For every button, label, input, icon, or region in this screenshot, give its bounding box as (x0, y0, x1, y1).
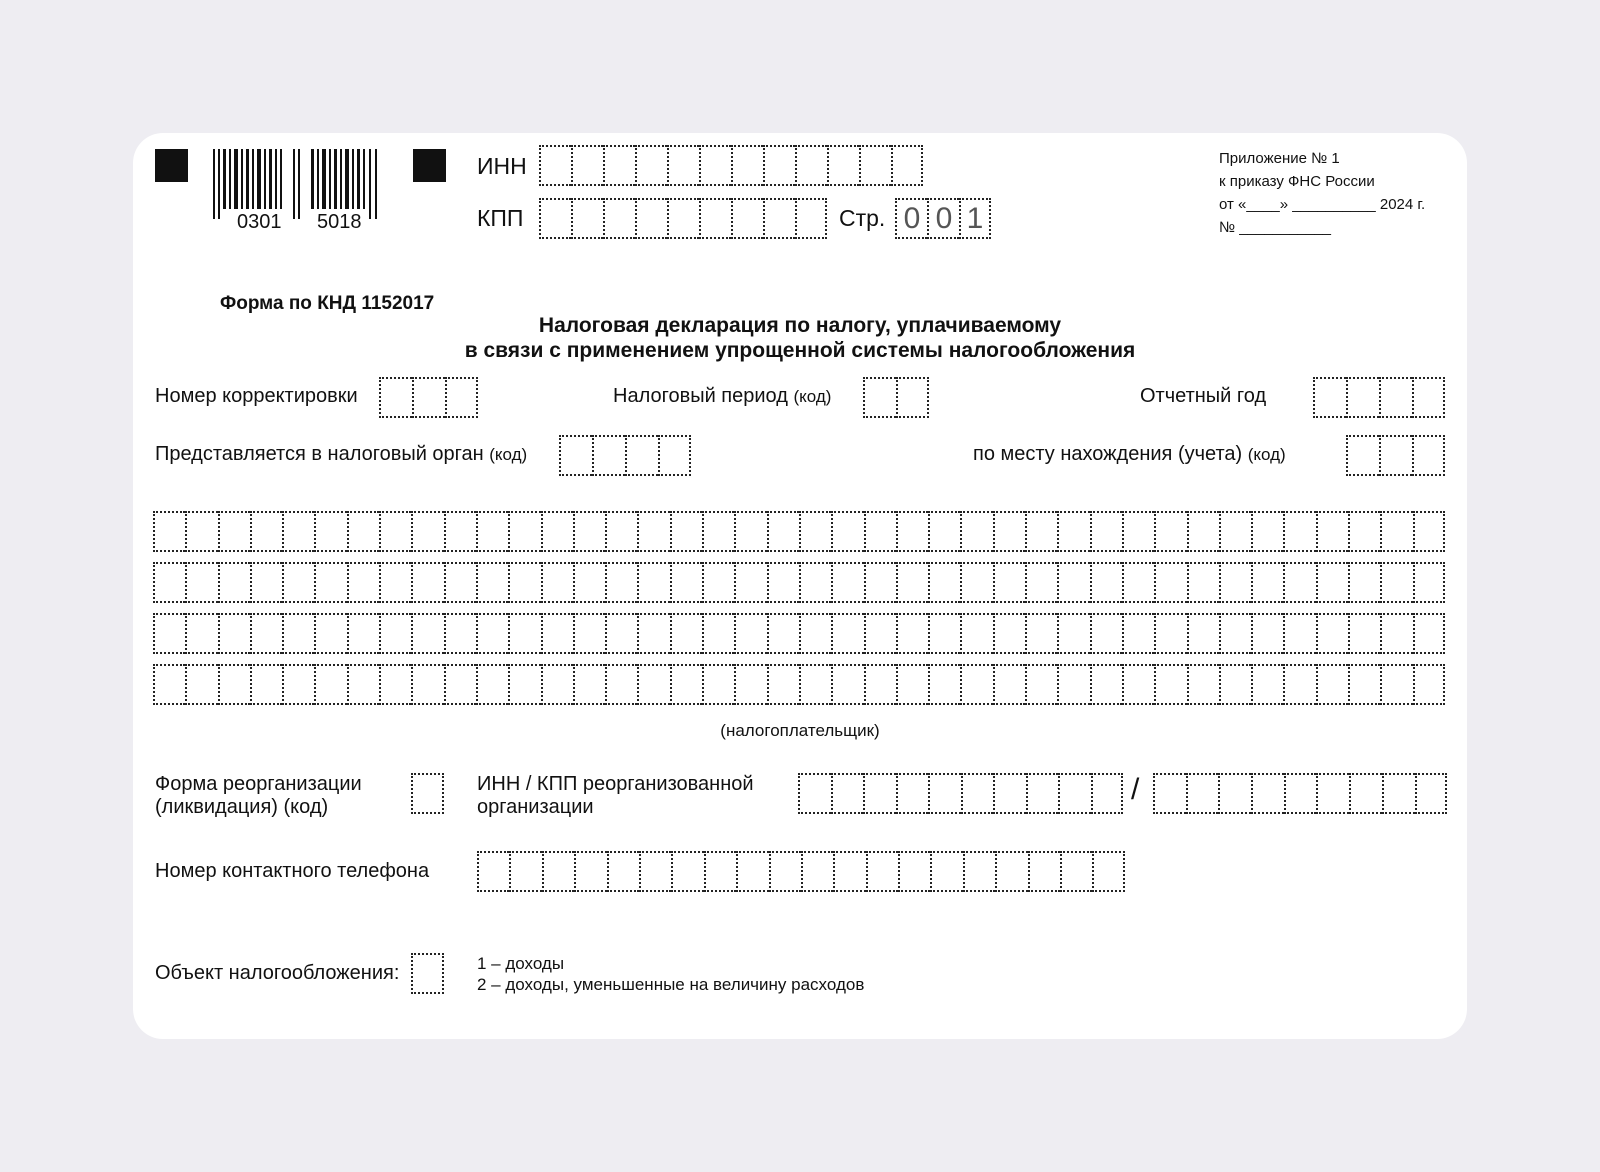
taxpayer-grid-cell[interactable] (1348, 511, 1380, 552)
taxpayer-grid-cell[interactable] (411, 664, 443, 705)
title-line-1: Налоговая декларация по налогу, уплачиваемому (538, 314, 1062, 337)
taxpayer-grid-cell[interactable] (928, 562, 960, 603)
taxpayer-grid-cell[interactable] (347, 613, 379, 654)
taxpayer-grid-cell[interactable] (605, 664, 637, 705)
taxpayer-grid-cell[interactable] (347, 511, 379, 552)
object-options (477, 953, 864, 995)
taxpayer-grid-cell[interactable] (379, 511, 411, 552)
taxpayer-grid-cell[interactable] (993, 511, 1025, 552)
taxpayer-grid-cell[interactable] (1316, 664, 1348, 705)
taxpayer-grid-cell[interactable] (896, 511, 928, 552)
taxpayer-grid-cell[interactable] (250, 613, 282, 654)
taxpayer-grid-cell[interactable] (928, 664, 960, 705)
taxpayer-grid-cell[interactable] (734, 562, 766, 603)
taxpayer-grid-cell[interactable] (670, 664, 702, 705)
appendix-block (1219, 147, 1425, 239)
taxpayer-grid-cell[interactable] (1348, 613, 1380, 654)
location-label-text: по месту нахождения (учета) (973, 443, 1243, 465)
taxpayer-grid-cell[interactable] (831, 664, 863, 705)
taxpayer-grid-cell[interactable] (1251, 562, 1283, 603)
taxpayer-grid-cell[interactable] (1090, 511, 1122, 552)
taxpayer-grid-cell[interactable] (218, 562, 250, 603)
inn-boxes[interactable] (539, 145, 923, 186)
taxpayer-grid-cell[interactable] (831, 511, 863, 552)
taxpayer-grid-row[interactable] (153, 613, 1445, 654)
knd-code: Форма по КНД 1152017 (220, 293, 435, 314)
taxpayer-grid-cell[interactable] (767, 664, 799, 705)
taxpayer-grid-cell[interactable] (444, 664, 476, 705)
period-boxes[interactable] (863, 377, 929, 418)
inn-label: ИНН (477, 153, 527, 179)
taxpayer-grid-cell[interactable] (1219, 664, 1251, 705)
taxpayer-grid-cell[interactable] (864, 664, 896, 705)
barcode-right-number: 5018 (317, 211, 362, 233)
year-label: Отчетный год (1140, 385, 1267, 407)
taxpayer-grid-cell[interactable] (314, 664, 346, 705)
taxpayer-grid-cell[interactable] (379, 613, 411, 654)
page-label: Стр. (839, 205, 886, 231)
taxpayer-grid-cell[interactable] (702, 511, 734, 552)
taxpayer-grid-cell[interactable] (864, 562, 896, 603)
taxpayer-grid-cell[interactable] (1057, 562, 1089, 603)
taxpayer-grid-cell[interactable] (1283, 613, 1315, 654)
taxpayer-grid-cell[interactable] (476, 664, 508, 705)
reorg-label-line-1: Форма реорганизации (155, 773, 362, 795)
taxpayer-grid-cell[interactable] (993, 562, 1025, 603)
taxpayer-grid-cell[interactable] (702, 562, 734, 603)
location-code-hint: (код) (1247, 445, 1286, 464)
taxpayer-grid-cell[interactable] (637, 664, 669, 705)
object-label: Объект налогообложения: (155, 962, 400, 984)
taxpayer-grid-cell[interactable] (767, 613, 799, 654)
taxpayer-grid-cell[interactable] (508, 613, 540, 654)
taxpayer-grid-cell[interactable] (1057, 511, 1089, 552)
taxpayer-grid-cell[interactable] (411, 562, 443, 603)
taxpayer-grid-cell[interactable] (928, 511, 960, 552)
reorg-label (155, 773, 362, 819)
taxpayer-grid-cell[interactable] (734, 613, 766, 654)
object-code-box[interactable] (411, 953, 444, 994)
taxpayer-grid-cell[interactable] (864, 613, 896, 654)
taxpayer-grid-cell[interactable] (799, 664, 831, 705)
taxpayer-grid-cell[interactable] (1187, 664, 1219, 705)
location-label (973, 443, 1286, 466)
taxpayer-grid-cell[interactable] (734, 664, 766, 705)
taxpayer-grid-cell[interactable] (1283, 511, 1315, 552)
taxpayer-grid-cell[interactable] (1122, 562, 1154, 603)
taxpayer-grid-cell[interactable] (1025, 511, 1057, 552)
taxpayer-grid-cell[interactable] (799, 613, 831, 654)
authority-code-hint: (код) (489, 445, 528, 464)
taxpayer-grid-cell[interactable] (1380, 613, 1412, 654)
reorg-inn-label (477, 773, 754, 819)
taxpayer-grid-cell[interactable] (605, 613, 637, 654)
taxpayer-grid-cell[interactable] (1380, 511, 1412, 552)
taxpayer-grid-cell[interactable] (1316, 511, 1348, 552)
reorg-code-box[interactable] (411, 773, 444, 814)
taxpayer-grid-cell[interactable] (1090, 664, 1122, 705)
taxpayer-grid-cell[interactable] (218, 664, 250, 705)
taxpayer-grid-cell[interactable] (153, 562, 185, 603)
taxpayer-grid-cell[interactable] (379, 664, 411, 705)
reorg-kpp-boxes[interactable] (1153, 773, 1447, 814)
taxpayer-grid-cell[interactable] (896, 613, 928, 654)
location-boxes[interactable] (1346, 435, 1445, 476)
taxpayer-grid-cell[interactable] (1413, 664, 1445, 705)
object-option-2: 2 – доходы, уменьшенные на величину расходов (477, 975, 865, 994)
taxpayer-grid-cell[interactable] (960, 562, 992, 603)
authority-label (155, 443, 527, 466)
taxpayer-grid-cell[interactable] (1154, 562, 1186, 603)
taxpayer-caption: (налогоплательщик) (720, 721, 880, 740)
taxpayer-grid-cell[interactable] (1219, 511, 1251, 552)
taxpayer-grid-cell[interactable] (476, 511, 508, 552)
correction-boxes[interactable] (379, 377, 478, 418)
taxpayer-grid-cell[interactable] (1057, 664, 1089, 705)
taxpayer-grid-cell[interactable] (218, 511, 250, 552)
taxpayer-grid-cell[interactable] (960, 664, 992, 705)
taxpayer-grid-cell[interactable] (1251, 613, 1283, 654)
taxpayer-grid-cell[interactable] (734, 511, 766, 552)
taxpayer-grid-cell[interactable] (1122, 511, 1154, 552)
appendix-line: от «____» __________ 2024 г. (1219, 196, 1426, 213)
taxpayer-grid-cell[interactable] (444, 511, 476, 552)
taxpayer-grid-cell[interactable] (637, 511, 669, 552)
period-code-hint: (код) (793, 387, 832, 406)
taxpayer-grid-cell[interactable] (960, 613, 992, 654)
correction-label: Номер корректировки (155, 385, 358, 407)
taxpayer-grid-cell[interactable] (1090, 562, 1122, 603)
taxpayer-grid-cell[interactable] (541, 613, 573, 654)
taxpayer-grid-cell[interactable] (347, 664, 379, 705)
taxpayer-grid-cell[interactable] (444, 562, 476, 603)
taxpayer-grid-cell[interactable] (799, 511, 831, 552)
taxpayer-grid-cell[interactable] (831, 613, 863, 654)
taxpayer-grid-cell[interactable] (185, 664, 217, 705)
taxpayer-grid-cell[interactable] (1413, 562, 1445, 603)
taxpayer-grid-cell[interactable] (508, 562, 540, 603)
appendix-line: Приложение № 1 (1219, 150, 1340, 167)
appendix-line: к приказу ФНС России (1219, 173, 1375, 190)
taxpayer-grid-cell[interactable] (541, 562, 573, 603)
taxpayer-grid-cell[interactable] (1154, 613, 1186, 654)
taxpayer-grid-cell[interactable] (314, 613, 346, 654)
taxpayer-grid-cell[interactable] (1187, 511, 1219, 552)
page-number-boxes[interactable] (895, 198, 991, 239)
reorg-inn-label-line-2: организации (477, 796, 594, 818)
inn-kpp-slash: / (1131, 773, 1140, 806)
taxpayer-grid-cell[interactable] (1187, 613, 1219, 654)
taxpayer-grid-cell[interactable] (896, 562, 928, 603)
object-option-1: 1 – доходы (477, 954, 565, 973)
taxpayer-grid-cell[interactable] (411, 511, 443, 552)
authority-label-text: Представляется в налоговый орган (155, 443, 484, 465)
taxpayer-grid-cell[interactable] (476, 562, 508, 603)
taxpayer-grid-cell[interactable] (282, 562, 314, 603)
taxpayer-grid-cell[interactable] (1251, 664, 1283, 705)
taxpayer-grid-cell[interactable] (573, 613, 605, 654)
taxpayer-grid-cell[interactable] (411, 613, 443, 654)
period-label (613, 385, 831, 408)
taxpayer-grid-cell[interactable] (864, 511, 896, 552)
taxpayer-grid-row[interactable] (153, 511, 1445, 552)
reorg-inn-label-line-1: ИНН / КПП реорганизованной (477, 773, 754, 795)
marker-square-right (413, 149, 446, 182)
taxpayer-grid-cell[interactable] (1025, 664, 1057, 705)
taxpayer-grid-cell[interactable] (185, 511, 217, 552)
taxpayer-grid-cell[interactable] (347, 562, 379, 603)
taxpayer-grid-cell[interactable] (476, 613, 508, 654)
taxpayer-grid-cell[interactable] (1283, 664, 1315, 705)
barcode-graphic (213, 149, 383, 219)
taxpayer-grid-cell[interactable] (314, 562, 346, 603)
taxpayer-grid-cell[interactable] (379, 562, 411, 603)
taxpayer-grid-cell[interactable] (218, 613, 250, 654)
taxpayer-grid-cell[interactable] (1316, 562, 1348, 603)
taxpayer-grid-cell[interactable] (605, 562, 637, 603)
title-line-2: в связи с применением упрощенной системы налогообложения (464, 339, 1136, 362)
taxpayer-grid-cell[interactable] (250, 562, 282, 603)
taxpayer-grid-cell[interactable] (1316, 613, 1348, 654)
period-label-text: Налоговый период (613, 385, 788, 407)
taxpayer-grid-cell[interactable] (670, 613, 702, 654)
taxpayer-grid-cell[interactable] (508, 664, 540, 705)
taxpayer-grid-cell[interactable] (1025, 562, 1057, 603)
page-title (133, 313, 1467, 363)
year-boxes[interactable] (1313, 377, 1445, 418)
taxpayer-grid-cell[interactable] (153, 664, 185, 705)
taxpayer-grid-cell[interactable] (250, 511, 282, 552)
taxpayer-grid-cell[interactable] (896, 664, 928, 705)
taxpayer-grid-cell[interactable] (1025, 613, 1057, 654)
phone-boxes[interactable] (477, 851, 1125, 892)
taxpayer-grid-cell[interactable] (444, 613, 476, 654)
reorg-label-line-2: (ликвидация) (код) (155, 796, 329, 818)
taxpayer-grid-cell[interactable] (1219, 613, 1251, 654)
taxpayer-grid-cell[interactable] (1380, 562, 1412, 603)
taxpayer-grid-cell[interactable] (928, 613, 960, 654)
taxpayer-grid-cell[interactable] (250, 664, 282, 705)
taxpayer-grid-cell[interactable] (1413, 613, 1445, 654)
taxpayer-grid-cell[interactable] (702, 613, 734, 654)
taxpayer-grid-cell[interactable] (185, 613, 217, 654)
kpp-boxes[interactable] (539, 198, 827, 239)
taxpayer-grid-cell[interactable] (1154, 511, 1186, 552)
taxpayer-grid-cell[interactable] (573, 562, 605, 603)
taxpayer-grid-cell[interactable] (637, 562, 669, 603)
reorg-inn-boxes[interactable] (798, 773, 1123, 814)
page-digit: 1 (959, 198, 991, 239)
taxpayer-grid-cell[interactable] (670, 511, 702, 552)
taxpayer-grid-row[interactable] (153, 664, 1445, 705)
taxpayer-grid-cell[interactable] (670, 562, 702, 603)
taxpayer-grid-cell[interactable] (993, 664, 1025, 705)
taxpayer-grid-cell[interactable] (1187, 562, 1219, 603)
taxpayer-grid-cell[interactable] (282, 511, 314, 552)
page-digit: 0 (895, 198, 927, 239)
taxpayer-grid-cell[interactable] (153, 511, 185, 552)
taxpayer-grid-cell[interactable] (508, 511, 540, 552)
taxpayer-grid-cell[interactable] (702, 664, 734, 705)
taxpayer-grid-cell[interactable] (314, 511, 346, 552)
taxpayer-grid-cell[interactable] (1122, 613, 1154, 654)
taxpayer-grid-cell[interactable] (573, 664, 605, 705)
taxpayer-grid-row[interactable] (153, 562, 1445, 603)
taxpayer-grid-cell[interactable] (1251, 511, 1283, 552)
taxpayer-grid-cell[interactable] (541, 664, 573, 705)
taxpayer-grid-cell[interactable] (541, 511, 573, 552)
authority-boxes[interactable] (559, 435, 691, 476)
marker-square-left (155, 149, 188, 182)
taxpayer-grid-cell[interactable] (605, 511, 637, 552)
taxpayer-grid-cell[interactable] (282, 664, 314, 705)
declaration-sheet (133, 133, 1467, 1039)
taxpayer-grid-cell[interactable] (573, 511, 605, 552)
taxpayer-grid-cell[interactable] (1090, 613, 1122, 654)
taxpayer-grid-cell[interactable] (1283, 562, 1315, 603)
taxpayer-grid-cell[interactable] (993, 613, 1025, 654)
taxpayer-grid-cell[interactable] (282, 613, 314, 654)
taxpayer-grid-cell[interactable] (831, 562, 863, 603)
taxpayer-grid-cell[interactable] (1219, 562, 1251, 603)
taxpayer-grid-cell[interactable] (960, 511, 992, 552)
taxpayer-grid-cell[interactable] (1348, 562, 1380, 603)
taxpayer-grid-cell[interactable] (1348, 664, 1380, 705)
taxpayer-grid-cell[interactable] (1413, 511, 1445, 552)
taxpayer-grid-cell[interactable] (1154, 664, 1186, 705)
taxpayer-grid-cell[interactable] (153, 613, 185, 654)
taxpayer-grid-cell[interactable] (1122, 664, 1154, 705)
phone-label: Номер контактного телефона (155, 860, 430, 882)
taxpayer-grid-cell[interactable] (767, 511, 799, 552)
kpp-label: КПП (477, 205, 524, 231)
taxpayer-grid-cell[interactable] (799, 562, 831, 603)
appendix-line: № ___________ (1219, 219, 1332, 236)
taxpayer-grid-cell[interactable] (185, 562, 217, 603)
taxpayer-grid-cell[interactable] (637, 613, 669, 654)
taxpayer-grid-cell[interactable] (1380, 664, 1412, 705)
taxpayer-grid-cell[interactable] (1057, 613, 1089, 654)
taxpayer-grid-cell[interactable] (767, 562, 799, 603)
page-digit: 0 (927, 198, 959, 239)
barcode-left-number: 0301 (237, 211, 282, 233)
